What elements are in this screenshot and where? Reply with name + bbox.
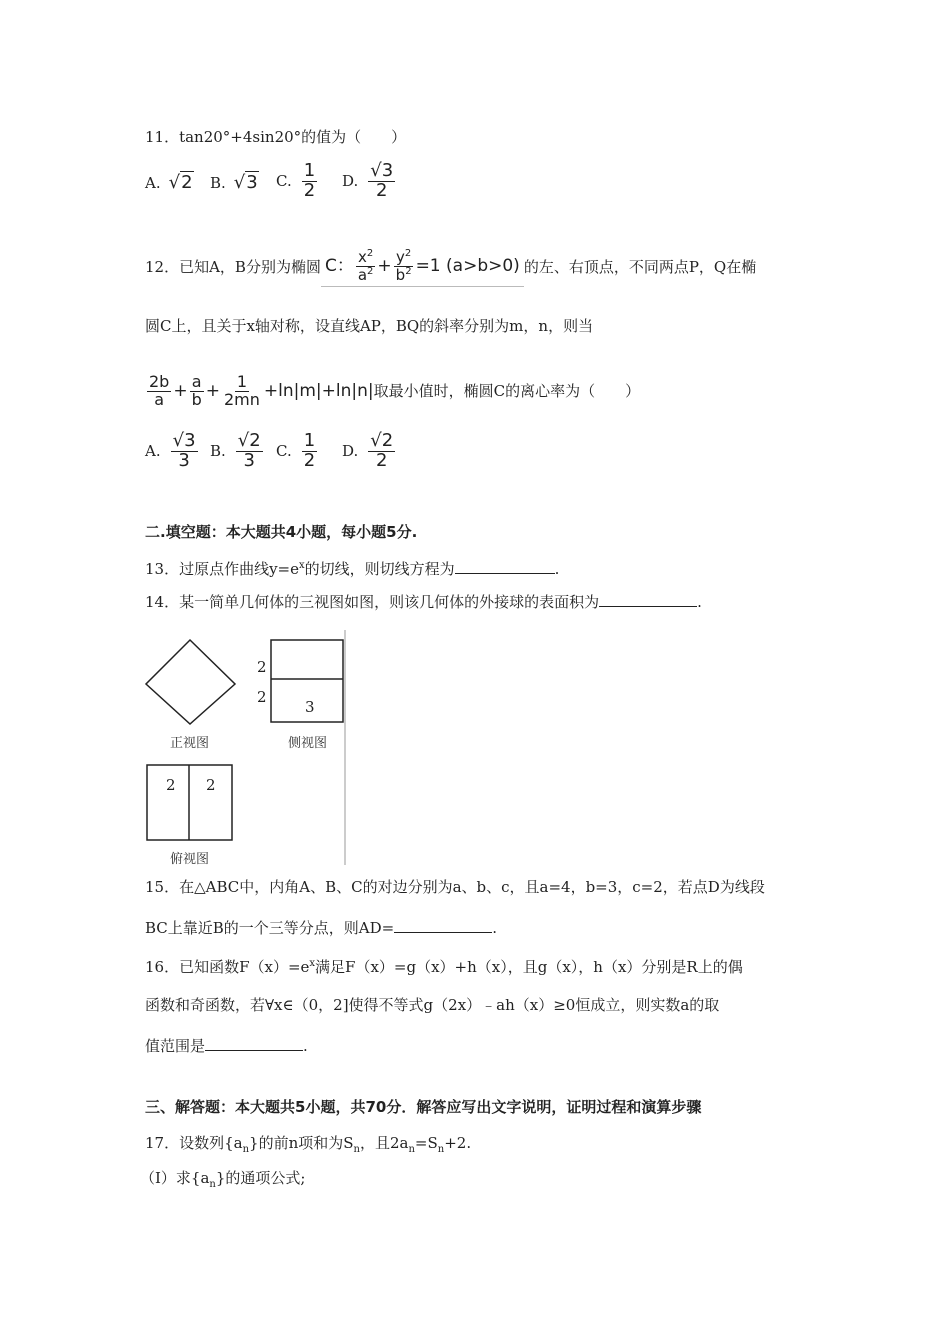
q13: 13．过原点作曲线$y=e^x$的切线，则切线方程为 . [145, 560, 560, 578]
answer-blank[interactable] [455, 559, 555, 574]
q11-stem: 11．tan20°+4sin20°的值为（ ） [145, 128, 407, 146]
three-view-figure [140, 630, 350, 865]
answer-blank[interactable] [205, 1036, 303, 1051]
q11-option-a [145, 172, 194, 193]
q12-line3: $\frac{2b}{a}$ + $\frac{a}{b}$ + $\frac{1}{2mn}$ +ln|m|+ln|n| 取最小值时，椭圆C的离心率为（ ） [149, 372, 641, 409]
fraction: $\frac{1}{2}$ [303, 160, 316, 201]
q12-line2: 圆C上，且关于x轴对称，设直线AP，BQ的斜率分别为m，n，则当 [145, 317, 594, 335]
side-label-bottom: 2 [257, 688, 267, 706]
side-label-top: 2 [257, 658, 267, 676]
q16-line3: 值范围是 . [145, 1037, 308, 1055]
q11-option-d [342, 162, 397, 201]
q12-line1: 12．已知A，B分别为椭圆 C： $\frac{x^2}{a^2}$ + $\frac{y^2}{b^2}$ =1 (a>b>0) 的左、右顶点，不同两点P，Q在椭 [145, 246, 756, 287]
option-label: C. [276, 172, 292, 191]
q12-option-d: D. $\frac{√2}{2}$ [342, 430, 394, 471]
sqrt-2: √2 [168, 172, 193, 193]
q14: 14．某一简单几何体的三视图如图，则该几何体的外接球的表面积为 . [145, 593, 702, 611]
front-view-diamond [146, 640, 235, 724]
q12-option-a: A. $\frac{√3}{3}$ [145, 430, 196, 471]
fraction: $\frac{2b}{a}$ [149, 372, 170, 409]
q12-option-b: B. $\frac{√2}{3}$ [210, 430, 261, 471]
fraction: $\frac{√3}{2}$ [370, 160, 394, 201]
option-label: B. [210, 173, 226, 192]
option-label: D. [342, 172, 359, 191]
q11-option-b [210, 172, 259, 193]
top-view-caption: 俯视图 [170, 852, 210, 867]
top-label-right: 2 [206, 776, 216, 794]
q17: 17．设数列$\{a_n\}$的前n项和为$S_n$，且$2a_n=S_n+2$. [145, 1134, 472, 1155]
section-heading-solutions: 三、解答题：本大题共5小题，共70分．解答应写出文字说明，证明过程和演算步骤 [145, 1098, 702, 1116]
fraction: $\frac{√2}{3}$ [237, 430, 261, 471]
front-view-caption: 正视图 [170, 736, 210, 751]
answer-blank[interactable] [599, 592, 697, 607]
fraction: $\frac{√3}{3}$ [172, 430, 196, 471]
ellipse-equation: C： $\frac{x^2}{a^2}$ + $\frac{y^2}{b^2}$ =1 (a>b>0) [321, 246, 524, 287]
fraction: $\frac{1}{2}$ [303, 430, 316, 471]
top-label-left: 2 [166, 776, 176, 794]
answer-blank[interactable] [394, 918, 492, 933]
sqrt-3: √3 [233, 172, 258, 193]
q16-line1: 16．已知函数$F(x)=e^x$满足F（x）=g（x）+h（x），且g（x），h（x）分别是R上的偶 [145, 958, 743, 976]
q17-part1: （Ⅰ）求$\{a_n\}$的通项公式; [140, 1169, 306, 1190]
fraction: $\frac{a}{b}$ [191, 372, 202, 409]
q15-line2: BC上靠近B的一个三等分点，则AD= . [145, 919, 498, 937]
option-label: A. [145, 173, 161, 192]
section-heading-fill-in: 二.填空题：本大题共4小题，每小题5分. [145, 523, 418, 541]
q15-line1: 15．在△ABC中，内角A、B、C的对边分别为a、b、c，且a=4，b=3，c=2，若点D为线段 [145, 878, 765, 896]
q12-option-c: C. $\frac{1}{2}$ [276, 430, 316, 471]
fraction: $\frac{1}{2mn}$ [224, 372, 260, 409]
fraction: $\frac{√2}{2}$ [370, 430, 394, 471]
side-label-width: 3 [305, 698, 315, 716]
q11-option-c [276, 162, 319, 201]
q16-line2: 函数和奇函数，若∀x∈（0，2]使得不等式g（2x）﹣ah（x）≥0恒成立，则实数a的取 [145, 996, 720, 1014]
side-view-caption: 侧视图 [288, 736, 328, 751]
